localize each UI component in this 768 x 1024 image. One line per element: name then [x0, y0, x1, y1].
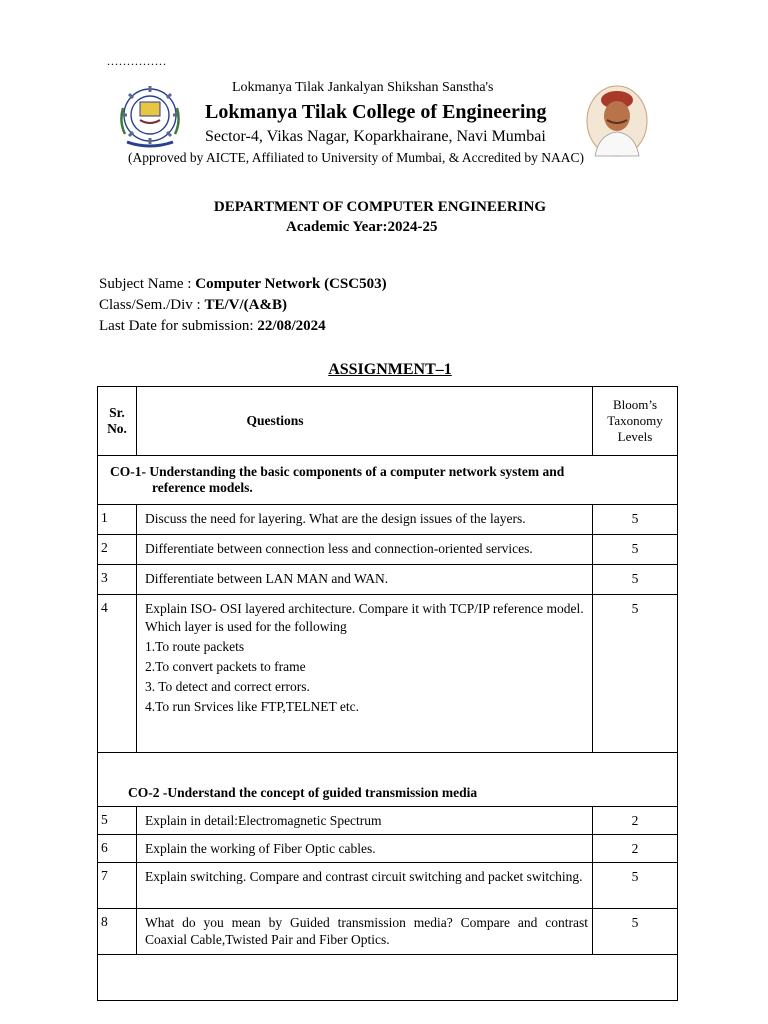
row-question: Discuss the need for layering. What are the design issues of the layers. — [137, 505, 593, 535]
table-row — [98, 835, 678, 863]
subject-label: Subject Name : — [99, 276, 196, 292]
row-question-main: Explain ISO- OSI layered architecture. Compare it with TCP/IP reference model. — [145, 601, 584, 616]
row-sr: 3 — [98, 565, 137, 595]
department-title: DEPARTMENT OF COMPUTER ENGINEERING — [213, 199, 547, 215]
class-value: TE/V/(A&B) — [204, 297, 287, 313]
subject-line — [99, 276, 387, 293]
row-question: Differentiate between connection less and connection-oriented services. — [137, 535, 593, 565]
row-level: 5 — [593, 863, 678, 909]
row-question-sub: 3. To detect and correct errors. — [145, 679, 310, 694]
col-questions-header: Questions — [137, 387, 593, 456]
row-question-sub: 4.To run Srvices like FTP,TELNET etc. — [145, 699, 360, 714]
assignment-table — [97, 386, 678, 1001]
row-question: Explain switching. Compare and contrast circuit switching and packet switching. — [137, 863, 593, 909]
co1-row — [98, 456, 678, 505]
table-row — [98, 505, 678, 535]
row-sr: 2 — [98, 535, 137, 565]
row-question — [137, 595, 593, 753]
subject-value: Computer Network (CSC503) — [195, 276, 387, 292]
empty-row — [98, 955, 678, 1001]
academic-year: Academic Year:2024-25 — [286, 219, 438, 235]
co1-line2: reference models. — [152, 480, 253, 495]
row-sr: 6 — [98, 835, 137, 863]
row-sr: 4 — [98, 595, 137, 753]
row-level: 5 — [593, 909, 678, 955]
row-question: Explain in detail:Electromagnetic Spectrum — [137, 807, 593, 835]
col-bloom-header — [593, 387, 678, 456]
approval-line: (Approved by AICTE, Affiliated to University of Mumbai, & Accredited by NAAC) — [128, 150, 585, 165]
college-name: Lokmanya Tilak College of Engineering — [205, 101, 547, 123]
row-level: 5 — [593, 505, 678, 535]
co1-cell — [98, 456, 678, 505]
empty-cell — [98, 955, 678, 1001]
table-row — [98, 595, 678, 753]
date-value: 22/08/2024 — [257, 318, 326, 334]
co2-row — [98, 753, 678, 807]
table-row — [98, 535, 678, 565]
table-row — [98, 807, 678, 835]
co2-cell: CO-2 -Understand the concept of guided transmission media — [98, 753, 678, 807]
row-question-sub: 1.To route packets — [145, 639, 245, 654]
row-level: 2 — [593, 807, 678, 835]
row-question: Differentiate between LAN MAN and WAN. — [137, 565, 593, 595]
row-sr: 7 — [98, 863, 137, 909]
row-question: Explain the working of Fiber Optic cables. — [137, 835, 593, 863]
table-header-row — [98, 387, 678, 456]
col-bloom-line2: Taxonomy — [607, 413, 663, 428]
class-line — [99, 297, 287, 314]
row-level: 2 — [593, 835, 678, 863]
submission-date-line — [99, 318, 326, 335]
assignment-title: ASSIGNMENT–1 — [328, 361, 452, 378]
col-bloom-line1: Bloom’s — [612, 397, 658, 412]
college-address: Sector-4, Vikas Nagar, Koparkhairane, Navi Mumbai — [205, 128, 546, 145]
row-sr: 1 — [98, 505, 137, 535]
table-row — [98, 863, 678, 909]
col-sr-line1: Sr. — [109, 405, 125, 420]
row-level: 5 — [593, 595, 678, 753]
class-label: Class/Sem./Div : — [99, 297, 205, 313]
row-sr: 5 — [98, 807, 137, 835]
row-level: 5 — [593, 535, 678, 565]
table-row — [98, 909, 678, 955]
row-sr: 8 — [98, 909, 137, 955]
society-name: Lokmanya Tilak Jankalyan Shikshan Sanstha's — [232, 80, 494, 95]
col-sr-header — [98, 387, 137, 456]
college-logo-icon — [113, 82, 187, 152]
date-label: Last Date for submission: — [99, 318, 258, 334]
row-question: What do you mean by Guided transmission media? Compare and contrast Coaxial Cable,Twisted Pair and Fiber Optics. — [137, 909, 593, 955]
row-question-sub: 2.To convert packets to frame — [145, 659, 306, 674]
col-bloom-line3: Levels — [617, 429, 653, 444]
col-sr-line2: No. — [107, 421, 127, 436]
header-dots: ............... — [107, 54, 167, 68]
table-row — [98, 565, 678, 595]
co1-line1: CO-1- Understanding the basic components of a computer network system and — [110, 464, 565, 479]
row-level: 5 — [593, 565, 678, 595]
row-question-sub: Which layer is used for the following — [145, 619, 347, 634]
founder-portrait-icon — [585, 84, 649, 158]
